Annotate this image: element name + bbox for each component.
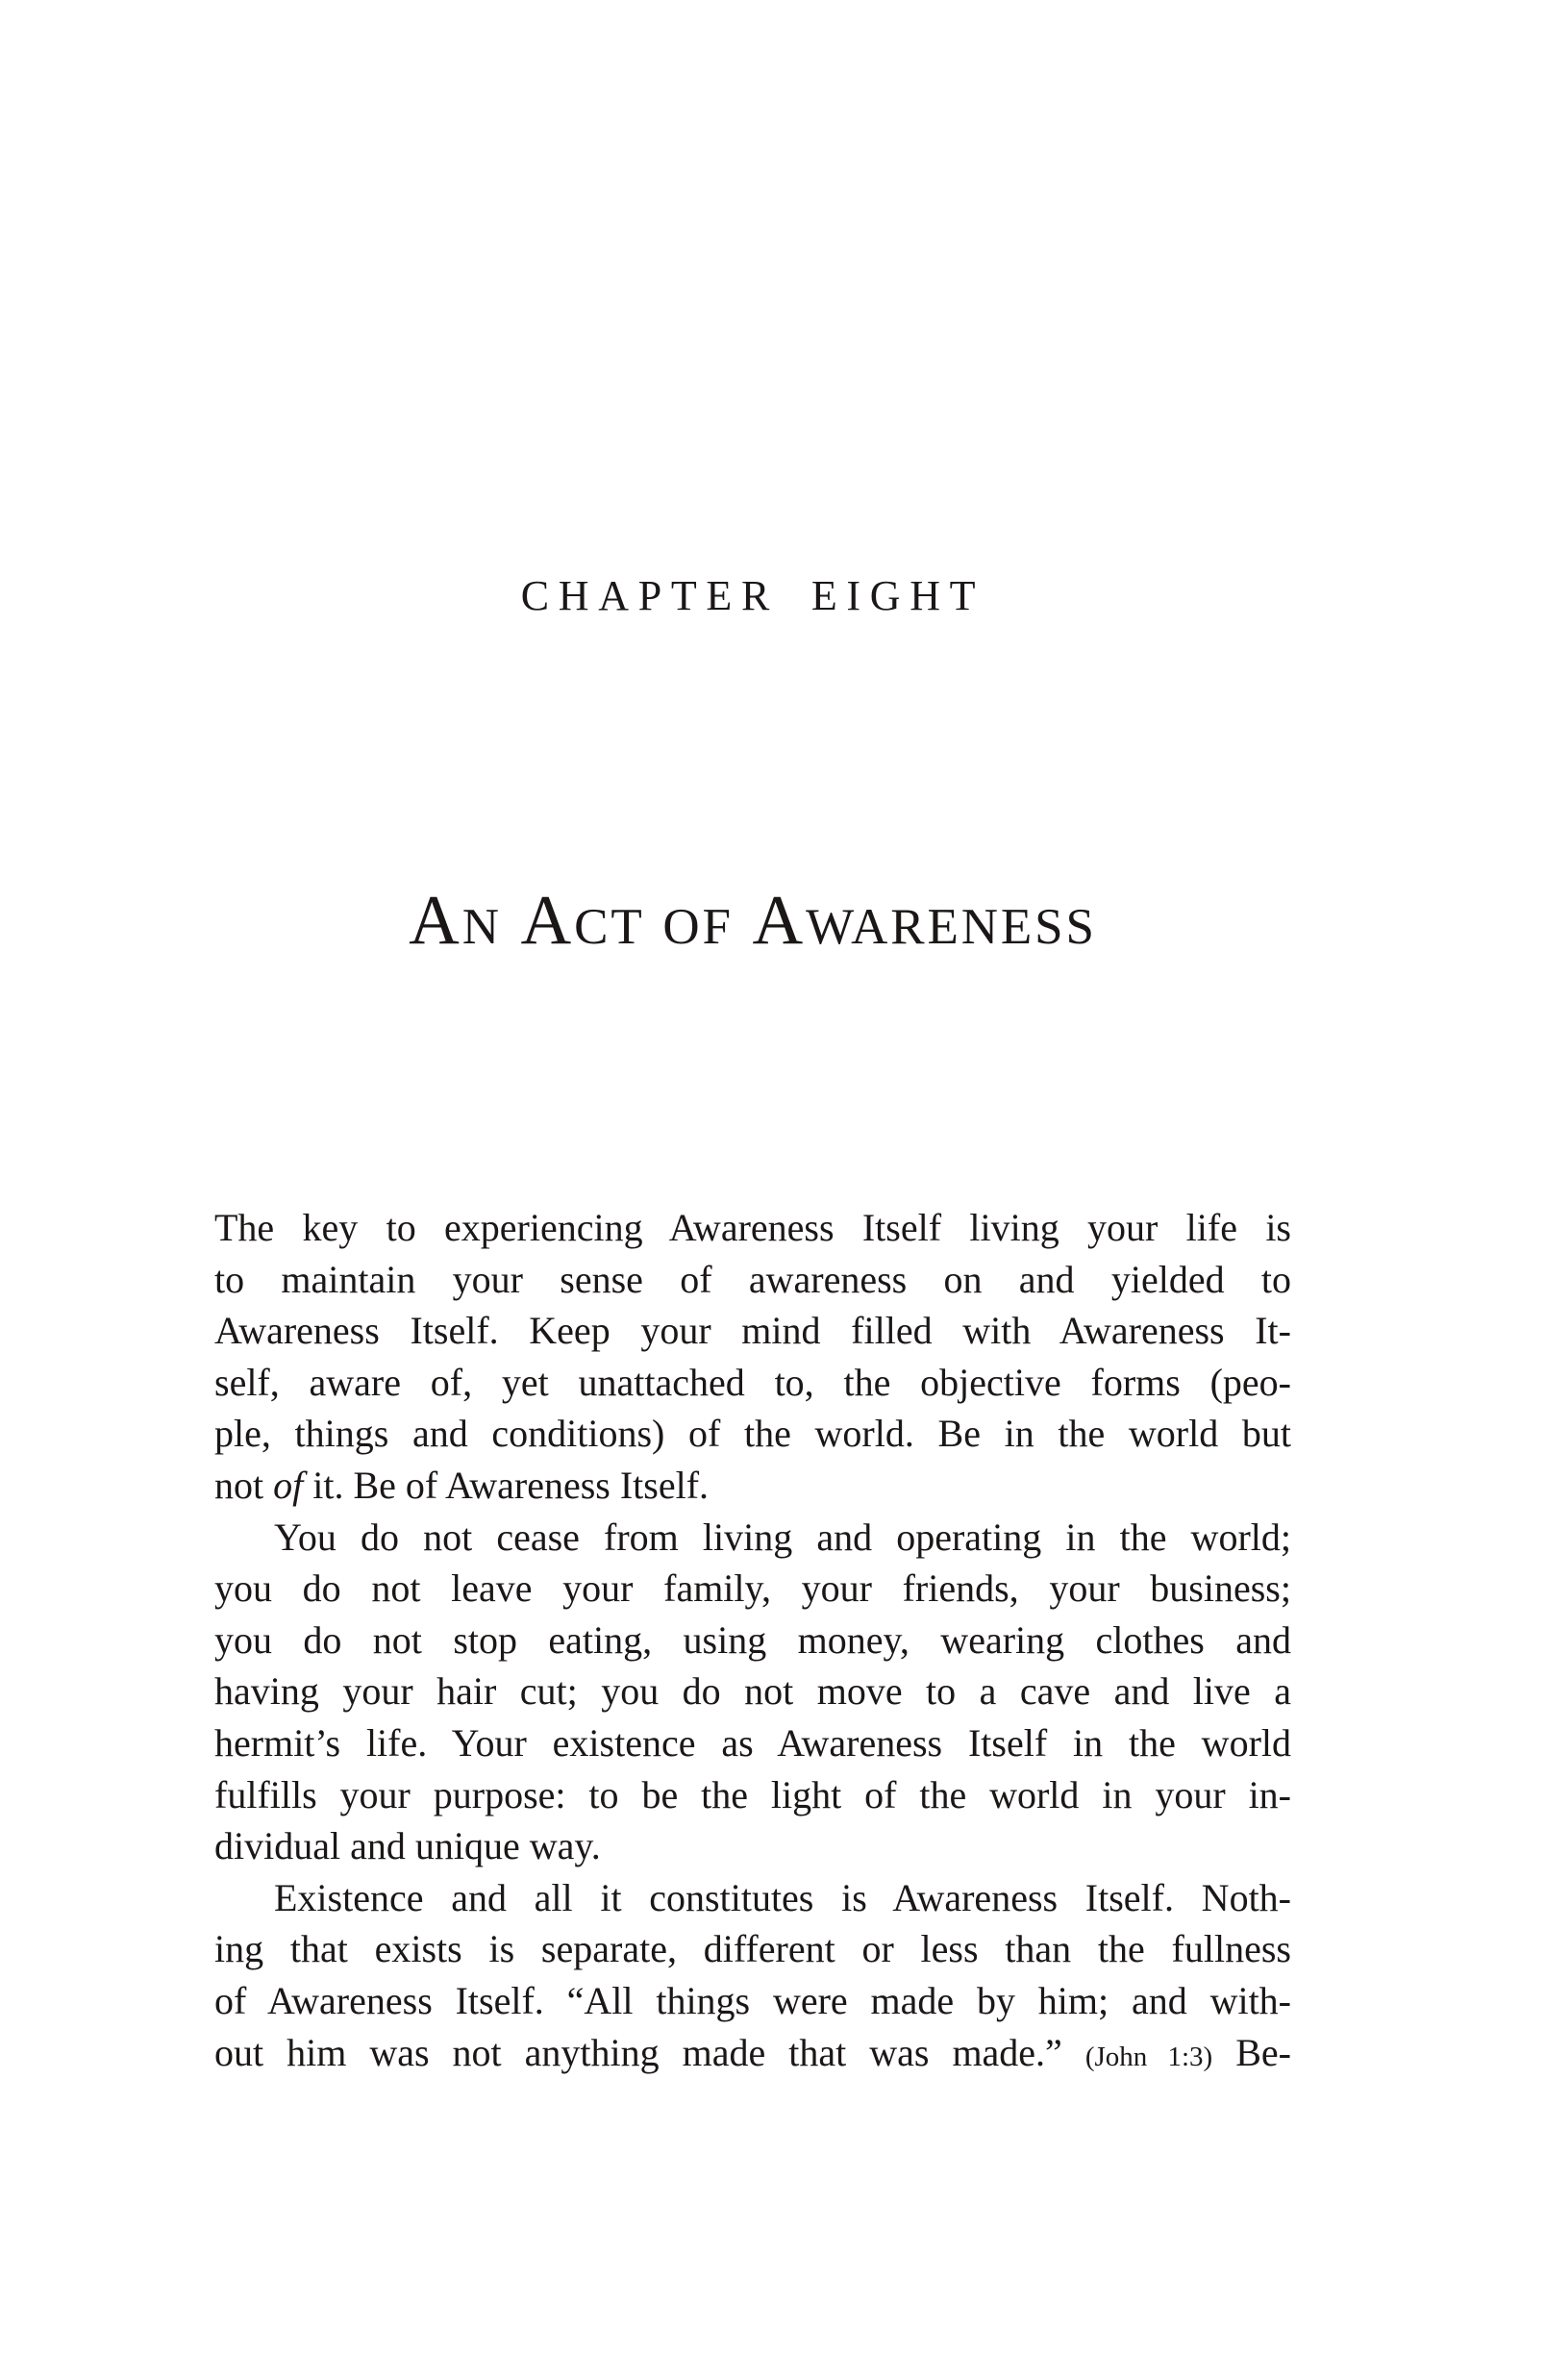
body-line: having your hair cut; you do not move to a cave and live a: [214, 1669, 1291, 1714]
title-initial-cap: A: [409, 881, 462, 959]
chapter-title: [214, 881, 1291, 974]
body-line-segment: Be-: [1212, 2030, 1291, 2074]
title-small-caps: CT: [574, 899, 663, 955]
body-line: of Awareness Itself. “All things were made by him; and with-: [214, 1978, 1291, 2022]
body-line: You do not cease from living and operating in the world;: [274, 1515, 1291, 1559]
body-line: you do not leave your family, your friends, your business;: [214, 1566, 1291, 1611]
body-text: [214, 1202, 1291, 2083]
body-line-segment: out him was not anything made that was made.”: [214, 2030, 1085, 2074]
body-line: Existence and all it constitutes is Awareness Itself. Noth-: [274, 1875, 1291, 1919]
scripture-citation: (John 1:3): [1084, 2041, 1213, 2072]
body-line-segment: it. Be of Awareness Itself.: [303, 1463, 710, 1507]
italic-word: of: [273, 1463, 304, 1507]
body-line: ing that exists is separate, different or less than the fullness: [214, 1927, 1291, 1971]
body-line: hermit’s life. Your existence as Awareness Itself in the world: [214, 1720, 1291, 1765]
body-line: you do not stop eating, using money, wearing clothes and: [214, 1617, 1291, 1662]
title-small-caps: WARENESS: [806, 899, 1097, 955]
title-initial-cap: A: [520, 881, 575, 959]
body-line: fulfills your purpose: to be the light of the world in your in-: [214, 1772, 1291, 1816]
body-line: The key to experiencing Awareness Itself living your life is: [214, 1206, 1291, 1249]
body-line: dividual and unique way.: [214, 1824, 601, 1868]
paragraph: [214, 1872, 1291, 2083]
body-line: ple, things and conditions) of the world. Be in the world but: [214, 1412, 1291, 1456]
title-small-caps: N: [461, 899, 521, 955]
body-line: [214, 2027, 1291, 2084]
body-line-segment: not: [214, 1463, 274, 1507]
body-line: self, aware of, yet unattached to, the objective forms (peo-: [214, 1360, 1291, 1404]
title-initial-cap: A: [752, 881, 807, 959]
body-line: [214, 1460, 1291, 1512]
chapter-heading: CHAPTER EIGHT: [520, 572, 985, 619]
paragraph: [214, 1202, 1291, 1512]
title-small-caps: OF: [662, 899, 753, 955]
paragraph: [214, 1512, 1291, 1872]
body-line: to maintain your sense of awareness on and yielded to: [214, 1257, 1291, 1301]
body-line: Awareness Itself. Keep your mind filled with Awareness It-: [214, 1309, 1291, 1353]
